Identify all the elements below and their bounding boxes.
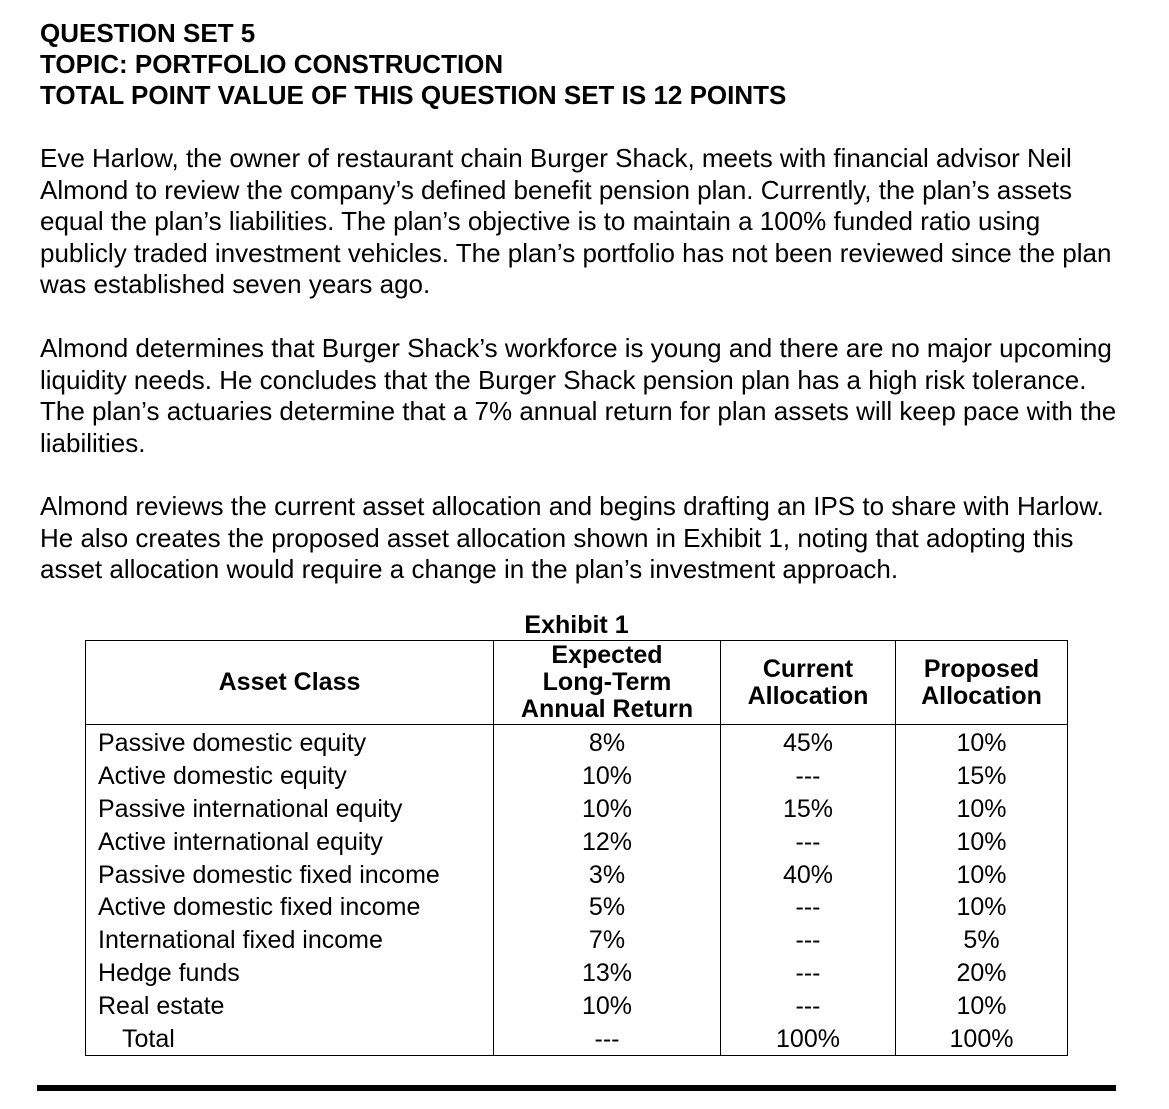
table-row (86, 891, 1068, 924)
table-row (86, 989, 1068, 1022)
current-allocation-cell: --- (721, 825, 896, 858)
total-current-allocation-cell: 100% (721, 1022, 896, 1055)
question-set-title: QUESTION SET 5 (40, 18, 256, 48)
paragraph-3: Almond reviews the current asset allocation and begins drafting an IPS to share with Harlow. He also creates the proposed asset allocation shown in Exhibit 1, noting that adopting this asset allocation would require a change in the plan’s investment approach. (40, 491, 1104, 584)
asset-class-cell: Real estate (86, 989, 494, 1022)
asset-class-cell: Passive international equity (86, 793, 494, 826)
proposed-allocation-cell: 20% (896, 957, 1068, 990)
expected-return-cell: 3% (494, 858, 721, 891)
table-row (86, 924, 1068, 957)
asset-class-cell: Active international equity (86, 825, 494, 858)
current-allocation-cell: --- (721, 957, 896, 990)
header-asset-class: Asset Class (86, 641, 494, 725)
total-proposed-allocation-cell: 100% (896, 1022, 1068, 1055)
current-allocation-cell: --- (721, 989, 896, 1022)
expected-return-cell: 10% (494, 760, 721, 793)
expected-return-cell: 10% (494, 793, 721, 826)
proposed-allocation-cell: 5% (896, 924, 1068, 957)
proposed-allocation-cell: 10% (896, 825, 1068, 858)
question-header (40, 18, 786, 111)
asset-class-cell: Active domestic fixed income (86, 891, 494, 924)
expected-return-cell: 12% (494, 825, 721, 858)
table-row (86, 760, 1068, 793)
total-expected-return-cell: --- (494, 1022, 721, 1055)
table-row (86, 825, 1068, 858)
asset-class-cell: Passive domestic equity (86, 725, 494, 760)
current-allocation-cell: 45% (721, 725, 896, 760)
table-row (86, 793, 1068, 826)
asset-class-cell: Active domestic equity (86, 760, 494, 793)
asset-class-cell: International fixed income (86, 924, 494, 957)
current-allocation-cell: --- (721, 760, 896, 793)
header-proposed-allocation: Proposed Allocation (896, 641, 1068, 725)
current-allocation-cell: 40% (721, 858, 896, 891)
expected-return-cell: 8% (494, 725, 721, 760)
current-allocation-cell: --- (721, 924, 896, 957)
paragraph-2: Almond determines that Burger Shack’s workforce is young and there are no major upcoming liquidity needs. He concludes that the Burger Shack pension plan has a high risk tolerance. The plan’s actuaries determine that a 7% annual return for plan assets will keep pace with the liabilities. (40, 333, 1117, 458)
proposed-allocation-cell: 10% (896, 989, 1068, 1022)
expected-return-cell: 10% (494, 989, 721, 1022)
table-row (86, 725, 1068, 760)
header-expected-return: Expected Long-Term Annual Return (494, 641, 721, 725)
current-allocation-cell: --- (721, 891, 896, 924)
header-current-allocation: Current Allocation (721, 641, 896, 725)
bottom-divider (37, 1085, 1116, 1091)
table-total-row (86, 1022, 1068, 1055)
expected-return-cell: 7% (494, 924, 721, 957)
proposed-allocation-cell: 15% (896, 760, 1068, 793)
total-label-cell: Total (86, 1022, 494, 1055)
proposed-allocation-cell: 10% (896, 858, 1068, 891)
exhibit-title: Exhibit 1 (524, 611, 629, 639)
expected-return-cell: 13% (494, 957, 721, 990)
asset-class-cell: Hedge funds (86, 957, 494, 990)
table-header-row (86, 641, 1068, 725)
topic-line: TOPIC: PORTFOLIO CONSTRUCTION (40, 49, 504, 79)
proposed-allocation-cell: 10% (896, 891, 1068, 924)
asset-class-cell: Passive domestic fixed income (86, 858, 494, 891)
paragraph-1: Eve Harlow, the owner of restaurant chain Burger Shack, meets with financial advisor Neil Almond to review the company’s defined benefit pension plan. Currently, the plan’s assets equal the plan’s liabilities. The plan’s objective is to maintain a 100% funded ratio using publicly traded investment vehicles. The plan’s portfolio has not been reviewed since the plan was established seven years ago. (40, 143, 1112, 299)
table-row (86, 858, 1068, 891)
proposed-allocation-cell: 10% (896, 793, 1068, 826)
expected-return-cell: 5% (494, 891, 721, 924)
proposed-allocation-cell: 10% (896, 725, 1068, 760)
point-value-line: TOTAL POINT VALUE OF THIS QUESTION SET IS 12 POINTS (40, 80, 787, 110)
table-row (86, 957, 1068, 990)
exhibit-table (85, 640, 1068, 1056)
current-allocation-cell: 15% (721, 793, 896, 826)
